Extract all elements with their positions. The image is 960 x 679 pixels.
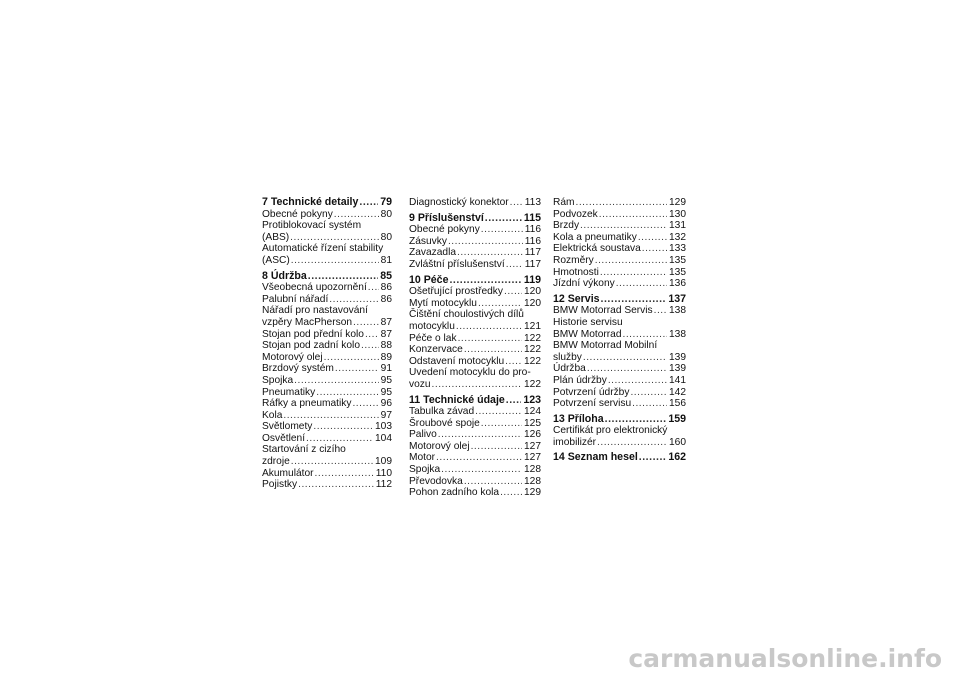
dot-leader <box>365 329 379 341</box>
dot-leader <box>464 344 522 356</box>
toc-entry[interactable] <box>553 363 686 375</box>
toc-entry-title: Kola <box>262 409 283 421</box>
toc-page-number: 120 <box>524 286 541 298</box>
toc-page-number: 136 <box>669 278 686 290</box>
toc-page-number: 117 <box>524 247 541 259</box>
toc-entry-title: Obecné pokyny <box>409 224 480 236</box>
toc-entry[interactable] <box>553 278 686 290</box>
toc-entry-title: Pohon zadního kola <box>409 487 500 499</box>
toc-entry[interactable] <box>262 243 392 255</box>
toc-page-number: 89 <box>380 351 392 363</box>
toc-section-heading[interactable] <box>262 271 392 283</box>
toc-page-number: 127 <box>524 452 541 464</box>
dot-leader <box>306 433 373 445</box>
toc-entry[interactable] <box>262 479 392 491</box>
toc-entry-title: Zavazadla <box>409 247 457 259</box>
toc-entry-title: Palivo <box>409 429 437 441</box>
toc-entry-title: Certifikát pro elektronický <box>553 425 668 437</box>
toc-entry-title: Diagnostický konektor <box>409 197 509 208</box>
dot-leader <box>353 317 379 329</box>
toc-entry-title: Akumulátor <box>262 467 314 479</box>
toc-page-number: 79 <box>380 196 392 208</box>
watermark: carmanualsonline.info <box>628 644 942 673</box>
dot-leader <box>313 421 373 433</box>
toc-page-number: 128 <box>524 464 541 476</box>
toc-entry[interactable] <box>262 340 392 352</box>
toc-page-number: 138 <box>669 305 686 317</box>
toc-entry-title: Zvláštní příslušenství <box>409 258 505 270</box>
toc-entry-title: vozu <box>409 378 431 390</box>
dot-leader <box>600 267 667 279</box>
dot-leader <box>576 197 667 209</box>
toc-entry-title: (ASC) <box>262 254 290 266</box>
toc-entry[interactable] <box>553 340 686 352</box>
toc-entry-title: Šroubové spoje <box>409 417 480 429</box>
toc-section-heading[interactable] <box>409 395 541 407</box>
dot-leader <box>639 452 667 464</box>
toc-entry-title: 9 Příslušenství <box>409 211 484 224</box>
toc-page-number: 95 <box>380 386 392 398</box>
dot-leader <box>506 259 523 271</box>
toc-entry[interactable] <box>262 220 392 232</box>
dot-leader <box>471 441 522 453</box>
dot-leader <box>308 271 378 283</box>
toc-page-number: 141 <box>669 374 686 386</box>
toc-entry[interactable] <box>409 441 541 453</box>
toc-entry-title: motocyklu <box>409 320 455 332</box>
toc-entry-title: 11 Technické údaje <box>409 393 505 406</box>
dot-leader <box>583 352 667 364</box>
toc-page-number: 122 <box>524 344 541 356</box>
dot-leader <box>597 437 667 449</box>
toc-page-number: 113 <box>524 197 541 208</box>
dot-leader <box>642 243 667 255</box>
dot-leader <box>449 275 521 287</box>
toc-entry[interactable] <box>262 398 392 410</box>
toc-entry[interactable] <box>262 232 392 244</box>
toc-entry[interactable] <box>262 317 392 329</box>
dot-leader <box>505 356 522 368</box>
toc-entry-title: Elektrická soustava <box>553 243 641 255</box>
toc-entry-title: 8 Údržba <box>262 269 307 282</box>
toc-entry-title: Spojka <box>262 374 294 386</box>
toc-entry-title: Hmotnosti <box>553 266 599 278</box>
toc-page-number: 109 <box>375 456 392 468</box>
toc-entry[interactable] <box>262 433 392 445</box>
toc-entry[interactable] <box>262 456 392 468</box>
toc-page-number: 117 <box>524 258 541 270</box>
toc-entry-title: Brzdy <box>553 220 580 232</box>
toc-section-heading[interactable] <box>409 213 541 225</box>
dot-leader <box>632 398 667 410</box>
toc-entry-title: Potvrzení servisu <box>553 398 632 410</box>
toc-entry-title: Motor <box>409 452 436 464</box>
toc-page-number: 116 <box>524 224 541 236</box>
toc-entry-title: Startování z cizího <box>262 444 346 456</box>
toc-entry[interactable] <box>409 259 541 271</box>
toc-entry-title: Stojan pod zadní kolo <box>262 340 360 352</box>
dot-leader <box>623 329 668 341</box>
toc-entry[interactable] <box>262 410 392 422</box>
toc-entry[interactable] <box>553 220 686 232</box>
toc-entry[interactable] <box>262 444 392 456</box>
toc-entry-title: Potvrzení údržby <box>553 386 630 398</box>
dot-leader <box>595 255 667 267</box>
toc-entry-title: Historie servisu <box>553 316 623 328</box>
toc-column-3 <box>553 197 686 464</box>
dot-leader <box>587 363 667 375</box>
toc-page-number: 129 <box>669 197 686 208</box>
toc-page-number: 119 <box>523 273 541 286</box>
toc-entry-title: Mytí motocyklu <box>409 297 477 309</box>
toc-entry-title: Automatické řízení stability <box>262 243 384 255</box>
toc-entry[interactable] <box>262 294 392 306</box>
dot-leader <box>481 224 523 236</box>
dot-leader <box>316 387 378 399</box>
toc-page-number: 124 <box>524 406 541 418</box>
toc-entry[interactable] <box>553 329 686 341</box>
dot-leader <box>448 236 523 248</box>
dot-leader <box>638 232 667 244</box>
toc-page-number: 160 <box>669 436 686 448</box>
toc-page-number: 81 <box>380 254 392 266</box>
toc-entry-title: Rozměry <box>553 254 594 266</box>
toc-entry[interactable] <box>553 197 686 209</box>
toc-page-number: 95 <box>380 374 392 386</box>
toc-column-2 <box>409 197 541 499</box>
dot-leader <box>290 232 378 244</box>
dot-leader <box>605 414 667 426</box>
dot-leader <box>630 387 667 399</box>
toc-entry-title: Spojka <box>409 464 441 476</box>
toc-entry-title: BMW Motorrad <box>553 328 622 340</box>
toc-entry-title: Péče o lak <box>409 332 457 344</box>
dot-leader <box>334 209 379 221</box>
toc-entry-title: Pneumatiky <box>262 386 316 398</box>
toc-entry[interactable] <box>553 255 686 267</box>
toc-page-number: 85 <box>380 269 392 282</box>
dot-leader <box>504 286 522 298</box>
toc-entry[interactable] <box>409 247 541 259</box>
toc-page-number: 142 <box>669 386 686 398</box>
toc-section-heading[interactable] <box>262 197 392 209</box>
toc-entry[interactable] <box>553 317 686 329</box>
toc-entry[interactable] <box>409 224 541 236</box>
toc-entry[interactable] <box>409 367 541 379</box>
toc-entry[interactable] <box>409 476 541 488</box>
toc-entry[interactable] <box>553 232 686 244</box>
toc-page-number: 123 <box>523 393 541 406</box>
toc-page-number: 139 <box>669 363 686 375</box>
toc-entry[interactable] <box>553 209 686 221</box>
toc-entry-title: Nářadí pro nastavování <box>262 305 368 317</box>
toc-entry-title: služby <box>553 351 582 363</box>
toc-page-number: 128 <box>524 475 541 487</box>
toc-entry-title: 7 Technické detaily <box>262 196 359 208</box>
toc-entry[interactable] <box>553 437 686 449</box>
toc-entry-title: Palubní nářadí <box>262 293 329 305</box>
toc-page-number: 80 <box>380 231 392 243</box>
toc-entry[interactable] <box>262 468 392 480</box>
dot-leader <box>283 410 378 422</box>
toc-page-number: 162 <box>668 451 686 464</box>
dot-leader <box>475 406 522 418</box>
toc-page-number: 159 <box>668 412 686 425</box>
toc-entry-title: imobilizér <box>553 436 597 448</box>
toc-entry[interactable] <box>409 236 541 248</box>
toc-entry[interactable] <box>409 344 541 356</box>
toc-entry-title: Protiblokovací systém <box>262 220 362 232</box>
dot-leader <box>654 305 667 317</box>
toc-entry-title: Pojistky <box>262 479 298 491</box>
toc-page-number: 130 <box>669 208 686 220</box>
toc-entry[interactable] <box>262 363 392 375</box>
dot-leader <box>335 363 379 375</box>
toc-page-number: 131 <box>669 220 686 232</box>
toc-entry[interactable] <box>262 305 392 317</box>
toc-entry[interactable] <box>262 282 392 294</box>
toc-entry-title: Čištění choulostivých dílů <box>409 309 524 321</box>
toc-page-number: 120 <box>524 297 541 309</box>
toc-entry[interactable] <box>553 387 686 399</box>
toc-entry-title: Odstavení motocyklu <box>409 355 505 367</box>
dot-leader <box>432 379 522 391</box>
toc-entry-title: Konzervace <box>409 344 463 356</box>
toc-entry[interactable] <box>553 305 686 317</box>
toc-entry[interactable] <box>262 387 392 399</box>
toc-entry-title: Ráfky a pneumatiky <box>262 398 352 410</box>
dot-leader <box>438 429 522 441</box>
toc-page-number: 115 <box>523 211 541 224</box>
dot-leader <box>608 375 667 387</box>
toc-entry[interactable] <box>262 421 392 433</box>
toc-entry-title: (ABS) <box>262 231 290 243</box>
dot-leader <box>478 298 522 310</box>
toc-entry[interactable] <box>262 255 392 267</box>
toc-section-heading[interactable] <box>409 275 541 287</box>
toc-entry-title: Tabulka závad <box>409 406 475 418</box>
dot-leader <box>506 395 522 407</box>
toc-entry-title: Všeobecná upozornění <box>262 282 367 294</box>
toc-section-heading[interactable] <box>553 414 686 426</box>
toc-entry-title: Ošetřující prostředky <box>409 286 503 298</box>
toc-entry-title: Jízdní výkony <box>553 278 615 290</box>
dot-leader <box>500 487 522 499</box>
toc-entry[interactable] <box>409 298 541 310</box>
toc-page-number: 103 <box>375 421 392 433</box>
dot-leader <box>291 456 373 468</box>
toc-entry[interactable] <box>262 352 392 364</box>
toc-page-number: 139 <box>669 351 686 363</box>
toc-entry-title: Motorový olej <box>409 440 470 452</box>
toc-entry-title: Rám <box>553 197 575 208</box>
dot-leader <box>456 321 522 333</box>
toc-page-number: 110 <box>375 467 392 479</box>
toc-entry-title: Kola a pneumatiky <box>553 231 637 243</box>
toc-entry[interactable] <box>409 452 541 464</box>
toc-page-number: 112 <box>375 479 392 491</box>
toc-page-number: 91 <box>380 363 392 375</box>
toc-page-number: 132 <box>669 231 686 243</box>
toc-page-number: 87 <box>380 316 392 328</box>
toc-entry[interactable] <box>409 309 541 321</box>
toc-entry-title: Plán údržby <box>553 374 607 386</box>
toc-entry-title: vzpěry MacPherson <box>262 316 353 328</box>
toc-entry-title: Motorový olej <box>262 351 323 363</box>
dot-leader <box>291 255 379 267</box>
dot-leader <box>599 209 667 221</box>
toc-section-heading[interactable] <box>553 452 686 464</box>
dot-leader <box>441 464 522 476</box>
dot-leader <box>368 282 379 294</box>
dot-leader <box>510 197 523 209</box>
toc-page-number: 86 <box>380 293 392 305</box>
toc-entry-title: 12 Servis <box>553 292 600 305</box>
toc-section-heading[interactable] <box>553 294 686 306</box>
dot-leader <box>361 340 379 352</box>
dot-leader <box>298 479 374 491</box>
toc-page-number: 138 <box>669 328 686 340</box>
toc-entry-title: Údržba <box>553 363 586 375</box>
toc-entry[interactable] <box>409 321 541 333</box>
toc-page-number: 96 <box>380 398 392 410</box>
dot-leader <box>352 398 378 410</box>
dot-leader <box>601 294 667 306</box>
toc-entry-title: zdroje <box>262 456 290 468</box>
toc-entry-title: 14 Seznam hesel <box>553 451 638 464</box>
dot-leader <box>315 468 374 480</box>
toc-page-number: 122 <box>524 355 541 367</box>
toc-entry-title: Uvedení motocyklu do pro- <box>409 367 531 379</box>
toc-entry-title: Podvozek <box>553 208 598 220</box>
toc-entry-title: BMW Motorrad Mobilní <box>553 340 658 352</box>
toc-entry[interactable] <box>409 464 541 476</box>
toc-entry-title: Zásuvky <box>409 235 447 247</box>
toc-page-number: 104 <box>375 432 392 444</box>
toc-entry[interactable] <box>553 398 686 410</box>
dot-leader <box>458 333 522 345</box>
dot-leader <box>294 375 379 387</box>
dot-leader <box>464 476 522 488</box>
toc-page-number: 121 <box>524 320 541 332</box>
toc-entry[interactable] <box>409 429 541 441</box>
toc-entry[interactable] <box>553 243 686 255</box>
toc-page-number: 126 <box>524 429 541 441</box>
toc-entry[interactable] <box>262 209 392 221</box>
toc-entry[interactable] <box>409 333 541 345</box>
dot-leader <box>324 352 379 364</box>
toc-page-number: 88 <box>380 340 392 352</box>
toc-page-number: 156 <box>669 398 686 410</box>
toc-entry-title: Stojan pod přední kolo <box>262 328 364 340</box>
toc-entry[interactable] <box>409 286 541 298</box>
toc-entry-title: Obecné pokyny <box>262 208 333 220</box>
toc-page-number: 135 <box>669 266 686 278</box>
toc-page-number: 137 <box>668 292 686 305</box>
dot-leader <box>457 247 523 259</box>
toc-page-number: 127 <box>524 440 541 452</box>
dot-leader <box>436 452 522 464</box>
toc-page-number: 129 <box>524 487 541 499</box>
toc-page-number: 122 <box>524 332 541 344</box>
dot-leader <box>485 213 522 225</box>
toc-page-number: 80 <box>380 208 392 220</box>
toc-entry-title: Brzdový systém <box>262 363 334 375</box>
toc-entry[interactable] <box>409 197 541 209</box>
toc-page-number: 122 <box>524 378 541 390</box>
dot-leader <box>580 220 667 232</box>
toc-entry-title: Převodovka <box>409 475 463 487</box>
toc-entry[interactable] <box>553 352 686 364</box>
toc-page-number: 86 <box>380 282 392 294</box>
toc-entry[interactable] <box>409 418 541 430</box>
toc-page-number: 133 <box>669 243 686 255</box>
dot-leader <box>481 418 522 430</box>
dot-leader <box>329 294 378 306</box>
toc-entry-title: Osvětlení <box>262 432 306 444</box>
toc-page-number: 87 <box>380 328 392 340</box>
toc-page-number: 125 <box>524 417 541 429</box>
toc-page-number: 135 <box>669 254 686 266</box>
toc-page-number: 116 <box>524 235 541 247</box>
dot-leader <box>359 197 378 209</box>
toc-entry-title: Světlomety <box>262 421 313 433</box>
toc-column-1 <box>262 197 392 491</box>
toc-entry-title: 10 Péče <box>409 273 449 286</box>
toc-entry-title: 13 Příloha <box>553 412 604 425</box>
toc-entry[interactable] <box>409 406 541 418</box>
dot-leader <box>616 278 667 290</box>
toc-entry-title: BMW Motorrad Servis <box>553 305 653 317</box>
toc-entry[interactable] <box>553 375 686 387</box>
toc-entry[interactable] <box>409 487 541 499</box>
toc-page-number: 97 <box>380 409 392 421</box>
toc-entry[interactable] <box>409 379 541 391</box>
toc-entry[interactable] <box>553 425 686 437</box>
toc-entry[interactable] <box>553 267 686 279</box>
toc-entry[interactable] <box>262 329 392 341</box>
toc-entry[interactable] <box>409 356 541 368</box>
toc-entry[interactable] <box>262 375 392 387</box>
